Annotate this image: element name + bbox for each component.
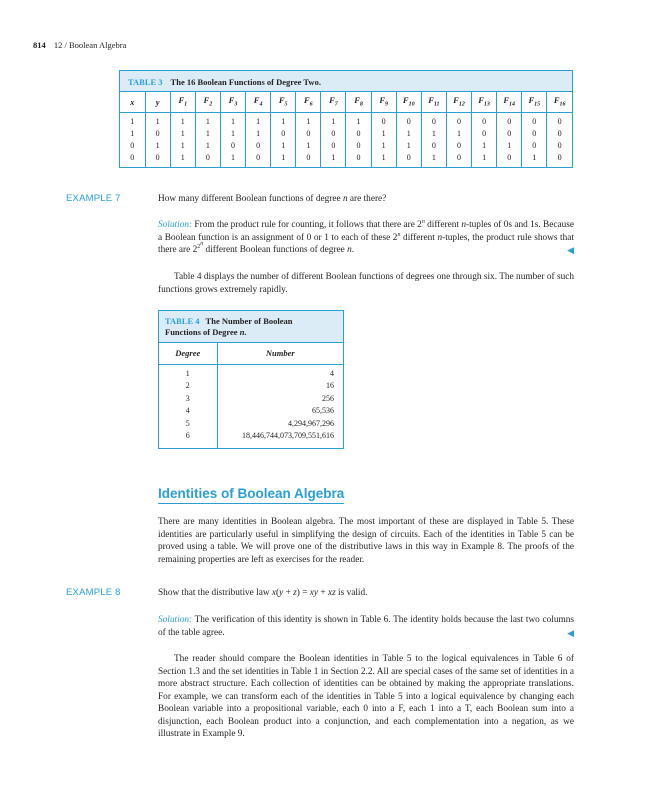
table-cell: 0 xyxy=(371,112,396,128)
table-cell: 0 xyxy=(321,140,346,152)
table-cell: 1 xyxy=(220,152,245,167)
table-cell: 1 xyxy=(371,128,396,140)
table-row xyxy=(159,364,343,380)
table-cell: 0 xyxy=(446,152,471,167)
table-3-header: $F_{15}$ xyxy=(522,92,547,112)
table-cell: 1 xyxy=(159,364,217,380)
table-cell: 1 xyxy=(396,128,421,140)
table-3-header: $F_{13}$ xyxy=(472,92,497,112)
table-cell: 0 xyxy=(497,112,522,128)
table-cell: 4 xyxy=(330,368,334,378)
table-3-grid xyxy=(120,92,572,167)
table-cell: 18,446,744,073,709,551,616 xyxy=(242,431,334,441)
table-cell: 1 xyxy=(321,112,346,128)
table-cell: 1 xyxy=(497,140,522,152)
table-3-title: The 16 Boolean Functions of Degree Two. xyxy=(170,77,321,87)
table-cell: 0 xyxy=(346,152,371,167)
example-8-label: EXAMPLE 8 xyxy=(66,587,121,598)
example-7-follow-text: Table 4 displays the number of different Boolean functions of degrees one through six. The number of such functions grows extremely rapidly. xyxy=(158,272,574,295)
table-cell: 0 xyxy=(446,140,471,152)
table-row xyxy=(120,152,572,167)
table-cell: 0 xyxy=(120,152,145,167)
table-4 xyxy=(158,310,344,449)
table-4-header: Degree xyxy=(159,343,217,364)
table-cell: 0 xyxy=(497,128,522,140)
table-row xyxy=(159,380,343,393)
table-cell: 1 xyxy=(246,128,271,140)
table-row xyxy=(159,418,343,431)
table-cell: 0 xyxy=(145,152,170,167)
table-row xyxy=(120,112,572,128)
table-cell: 1 xyxy=(271,112,296,128)
table-3-header: $F_6$ xyxy=(296,92,321,112)
table-3-header: $F_9$ xyxy=(371,92,396,112)
table-cell: 1 xyxy=(472,140,497,152)
table-cell: 0 xyxy=(472,112,497,128)
table-4-label: TABLE 4 xyxy=(165,316,200,326)
table-cell: 0 xyxy=(557,140,562,150)
table-cell: 1 xyxy=(195,140,220,152)
table-cell: 0 xyxy=(321,128,346,140)
example-7-question: How many different Boolean functions of degree n are there? xyxy=(158,194,387,204)
table-3-header: x xyxy=(120,92,145,112)
table-cell: 0 xyxy=(145,128,170,140)
table-cell: 0 xyxy=(446,112,471,128)
table-3-caption xyxy=(120,71,572,92)
table-3-header: $F_8$ xyxy=(346,92,371,112)
table-row xyxy=(159,430,343,448)
triangle-left-icon: ◀ xyxy=(567,627,574,638)
example-8-closing: The reader should compare the Boolean identities in Table 5 to the logical equivalences in Table 6 of Section 1.3 and the set identities in Table 1 in Section 2.2. All are special cases of the same set of identities in a more abstract structure. Each collection of identities can be obtained by making the appropriate translations. For example, we can transform each of the identities in Table 5 into a logical equivalence by changing each Boolean variable into a propositional variable, each 0 into a F, each 1 into a T, each Boolean sum into a disjunction, each Boolean product into a conjunction, and each complementation into a negation, as we illustrate in Example 9. xyxy=(158,654,574,739)
table-cell: 0 xyxy=(522,140,547,152)
table-cell: 16 xyxy=(326,381,334,390)
table-cell: 5 xyxy=(159,418,217,431)
table-3-header: $F_{10}$ xyxy=(396,92,421,112)
table-cell: 1 xyxy=(421,152,446,167)
table-cell: 0 xyxy=(557,116,562,126)
table-cell: 1 xyxy=(296,112,321,128)
table-cell: 1 xyxy=(271,140,296,152)
table-cell: 1 xyxy=(271,152,296,167)
table-cell: 1 xyxy=(446,128,471,140)
table-cell: 1 xyxy=(120,112,145,128)
table-cell: 1 xyxy=(195,128,220,140)
example-8-solution-text: The verification of this identity is shown in Table 6. The identity holds because the last two columns of the table agree. xyxy=(158,615,574,638)
table-cell: 1 xyxy=(120,128,145,140)
table-cell: 0 xyxy=(246,152,271,167)
chapter-title: 12 / Boolean Algebra xyxy=(53,40,127,50)
table-cell: 1 xyxy=(472,152,497,167)
table-4-title: The Number of Boolean Functions of Degree n. xyxy=(165,316,293,337)
table-3-header: $F_7$ xyxy=(321,92,346,112)
table-cell: 256 xyxy=(322,393,334,403)
table-cell: 1 xyxy=(170,128,195,140)
table-cell: 65,536 xyxy=(312,406,334,415)
table-cell: 0 xyxy=(120,140,145,152)
table-cell: 6 xyxy=(159,430,217,448)
table-cell: 3 xyxy=(159,393,217,406)
table-row xyxy=(159,405,343,418)
table-cell: 1 xyxy=(371,140,396,152)
table-cell: 1 xyxy=(145,140,170,152)
table-cell: 1 xyxy=(170,152,195,167)
table-cell: 0 xyxy=(246,140,271,152)
table-cell: 0 xyxy=(346,140,371,152)
table-3-header: y xyxy=(145,92,170,112)
table-row xyxy=(159,393,343,406)
table-cell: 1 xyxy=(296,140,321,152)
table-cell: 0 xyxy=(522,112,547,128)
table-cell: 1 xyxy=(170,140,195,152)
example-8-solution xyxy=(158,614,574,639)
table-4-header: Number xyxy=(217,343,343,364)
table-cell: 1 xyxy=(421,128,446,140)
table-cell: 0 xyxy=(271,128,296,140)
table-cell: 0 xyxy=(522,128,547,140)
table-cell: 0 xyxy=(296,152,321,167)
example-8-question: Show that the distributive law x(y + z) = xy + xz is valid. xyxy=(158,588,368,598)
table-cell: 2 xyxy=(159,380,217,393)
table-3-header: $F_3$ xyxy=(220,92,245,112)
table-3 xyxy=(119,70,573,168)
table-cell: 1 xyxy=(321,152,346,167)
example-8-solution-label: Solution: xyxy=(158,615,193,625)
table-3-header: $F_{12}$ xyxy=(446,92,471,112)
table-cell: 1 xyxy=(220,128,245,140)
table-cell: 1 xyxy=(246,112,271,128)
table-4-caption xyxy=(159,311,343,343)
triangle-left-icon: ◀ xyxy=(567,245,574,255)
example-7-solution-label: Solution: xyxy=(158,220,193,230)
table-cell: 4 xyxy=(159,405,217,418)
table-cell: 1 xyxy=(522,152,547,167)
table-4-grid xyxy=(159,343,343,448)
section-heading: Identities of Boolean Algebra xyxy=(158,486,344,504)
section-intro: There are many identities in Boolean algebra. The most important of these are displayed in Table 5. These identities are particularly useful in simplifying the design of circuits. Each of the identities in Table 5 can be proved using a table. We will prove one of the distributive laws in this way in Example 8. The proofs of the remaining properties are left as exercises for the reader. xyxy=(158,517,574,565)
table-3-label: TABLE 3 xyxy=(128,77,163,87)
table-3-header: $F_2$ xyxy=(195,92,220,112)
table-cell: 0 xyxy=(220,140,245,152)
table-cell: 1 xyxy=(346,112,371,128)
table-cell: 1 xyxy=(145,112,170,128)
table-3-header: $F_{14}$ xyxy=(497,92,522,112)
table-3-header: $F_4$ xyxy=(246,92,271,112)
table-cell: 1 xyxy=(195,112,220,128)
table-cell: 0 xyxy=(195,152,220,167)
table-cell: 0 xyxy=(346,128,371,140)
table-cell: 1 xyxy=(170,112,195,128)
table-3-header: $F_{11}$ xyxy=(421,92,446,112)
table-cell: 0 xyxy=(497,152,522,167)
page-number: 814 xyxy=(33,40,46,50)
table-3-header: $F_{16}$ xyxy=(547,92,572,112)
table-row xyxy=(120,140,572,152)
table-row xyxy=(120,128,572,140)
table-cell: 0 xyxy=(472,128,497,140)
table-cell: 0 xyxy=(557,152,562,162)
table-cell: 1 xyxy=(220,112,245,128)
table-cell: 0 xyxy=(296,128,321,140)
table-cell: 1 xyxy=(396,140,421,152)
table-3-header: $F_5$ xyxy=(271,92,296,112)
example-7-solution: Solution: From the product rule for counting, it follows that there are 2$^n$ different n-tuples of 0s and 1s. Because a Boolean function is an assignment of 0 or 1 to each of these 2$^n$ different n-tuples, the product rule shows that there are $2^{2^n}$ different Boolean functions of degree n. ◀ xyxy=(158,218,574,256)
table-cell: 0 xyxy=(396,152,421,167)
table-cell: 0 xyxy=(421,140,446,152)
example-7-label: EXAMPLE 7 xyxy=(66,193,121,204)
table-cell: 0 xyxy=(557,128,562,138)
table-cell: 0 xyxy=(421,112,446,128)
table-cell: 1 xyxy=(371,152,396,167)
running-head xyxy=(33,40,126,50)
table-cell: 4,294,967,296 xyxy=(288,418,334,428)
table-cell: 0 xyxy=(396,112,421,128)
table-3-header: $F_1$ xyxy=(170,92,195,112)
